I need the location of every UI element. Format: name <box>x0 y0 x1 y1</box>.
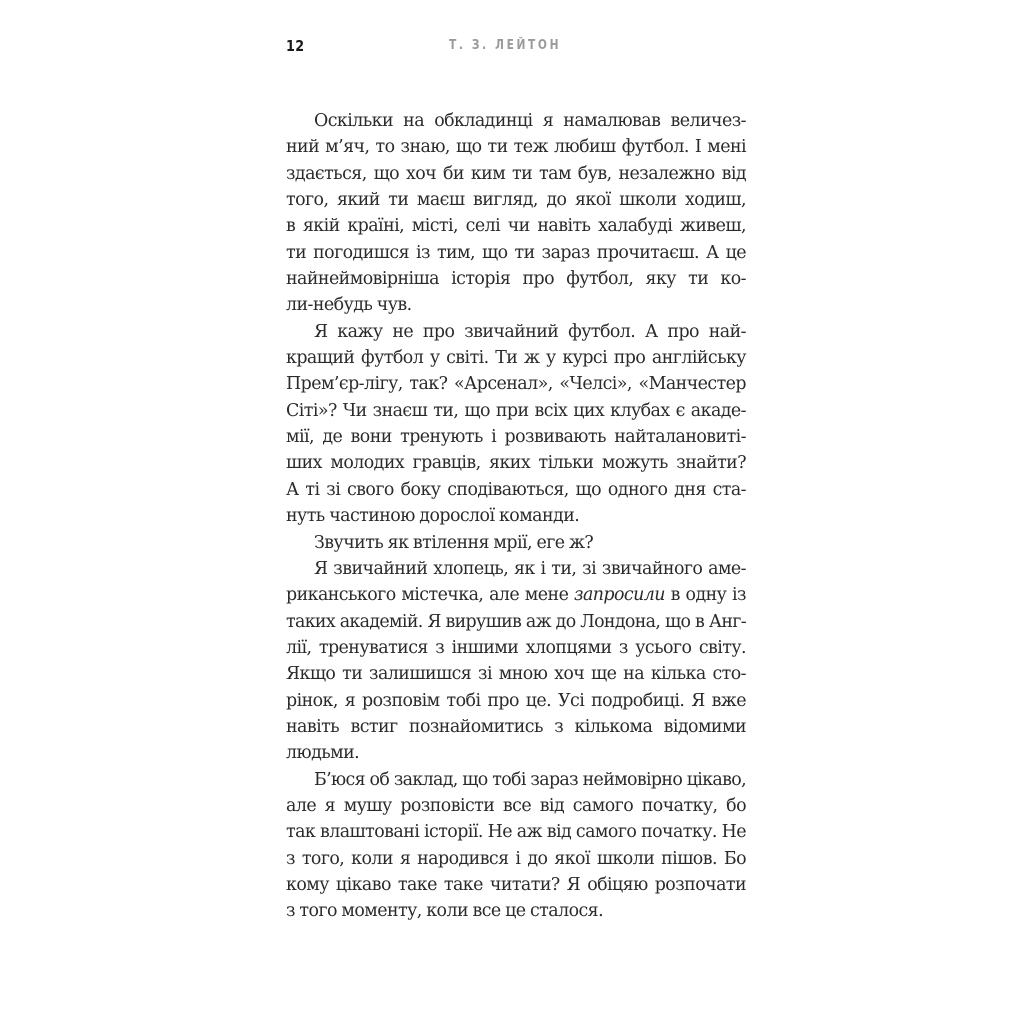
page-number: 12 <box>286 37 305 55</box>
text-line: здається, що хоч би ким ти там був, незалежно від <box>286 163 746 184</box>
text-line: рінок, я розповім тобі про це. Усі подробиці. Я вже <box>286 690 746 711</box>
text-line: Оскільки на обкладинці я намалював величез- <box>314 111 746 131</box>
text-line: нуть частиною дорослої команди. <box>286 506 580 527</box>
text-segment: в одну із <box>664 585 746 606</box>
text-line: ших молодих гравців, яких тільки можуть знайти? <box>286 453 746 474</box>
text-line: кращий футбол у світі. Ти ж у курсі про англійську <box>286 348 746 369</box>
text-line: найнеймовірніша історія про футбол, яку ти ко- <box>286 269 746 290</box>
text-line: Я звичайний хлопець, як і ти, зі звичайного аме- <box>314 558 746 579</box>
text-line: з того моменту, коли все це сталося. <box>286 901 604 922</box>
text-line: в якій країні, місті, селі чи навіть халабуді живеш, <box>286 216 746 237</box>
text-line: але я мушу розповісти все від самого початку, бо <box>286 795 746 816</box>
text-line: того, який ти маєш вигляд, до якої школи ходиш, <box>286 190 746 211</box>
text-line <box>286 582 746 608</box>
text-line: кому цікаво таке таке читати? Я обіцяю розпочати <box>286 874 746 895</box>
text-line: ти погодишся із тим, що ти зараз прочитаєш. А це <box>286 242 746 263</box>
paragraph <box>286 530 746 556</box>
text-line: ли-небудь чув. <box>286 295 412 316</box>
text-line: людьми. <box>286 743 360 764</box>
text-line: ний м’яч, то знаю, що ти теж любиш футбол. І мені <box>286 137 746 158</box>
text-line: Б’юся об заклад, що тобі зараз неймовірно цікаво, <box>314 769 746 790</box>
running-head-author: Т. З. ЛЕЙТОН <box>449 38 562 53</box>
text-line: навіть встиг познайомитись з кількома відомими <box>286 716 746 737</box>
paragraph <box>286 319 746 530</box>
paragraph <box>286 108 746 319</box>
text-line: таких академій. Я вирушив аж до Лондона, що в Анг- <box>286 611 746 632</box>
text-line: так влаштовані історії. Не аж від самого початку. Не <box>286 822 746 843</box>
text-segment: риканського містечка, але мене <box>286 585 575 606</box>
text-line: Прем’єр-лігу, так? «Арсенал», «Челсі», «Манчестер <box>286 374 746 395</box>
text-line: Сіті»? Чи знаєш ти, що при всіх цих клубах є акаде- <box>286 400 746 421</box>
text-line: лії, тренуватися з іншими хлопцями з усього світу. <box>286 637 746 658</box>
paragraph <box>286 556 746 767</box>
body-text <box>286 108 746 925</box>
text-line: мії, де вони тренують і розвивають найталановиті- <box>286 427 746 448</box>
text-line: А ті зі свого боку сподіваються, що одного дня ста- <box>286 479 746 500</box>
text-line: з того, коли я народився і до якої школи пішов. Бо <box>286 848 746 869</box>
page-header <box>286 37 746 61</box>
text-line: Я кажу не про звичайний футбол. А про най- <box>314 321 746 342</box>
text-line: Звучить як втілення мрії, еге ж? <box>314 532 594 553</box>
italic-emphasis: запросили <box>574 585 665 606</box>
paragraph <box>286 767 746 925</box>
text-line: Якщо ти залишишся зі мною хоч ще на кілька сто- <box>286 664 746 685</box>
